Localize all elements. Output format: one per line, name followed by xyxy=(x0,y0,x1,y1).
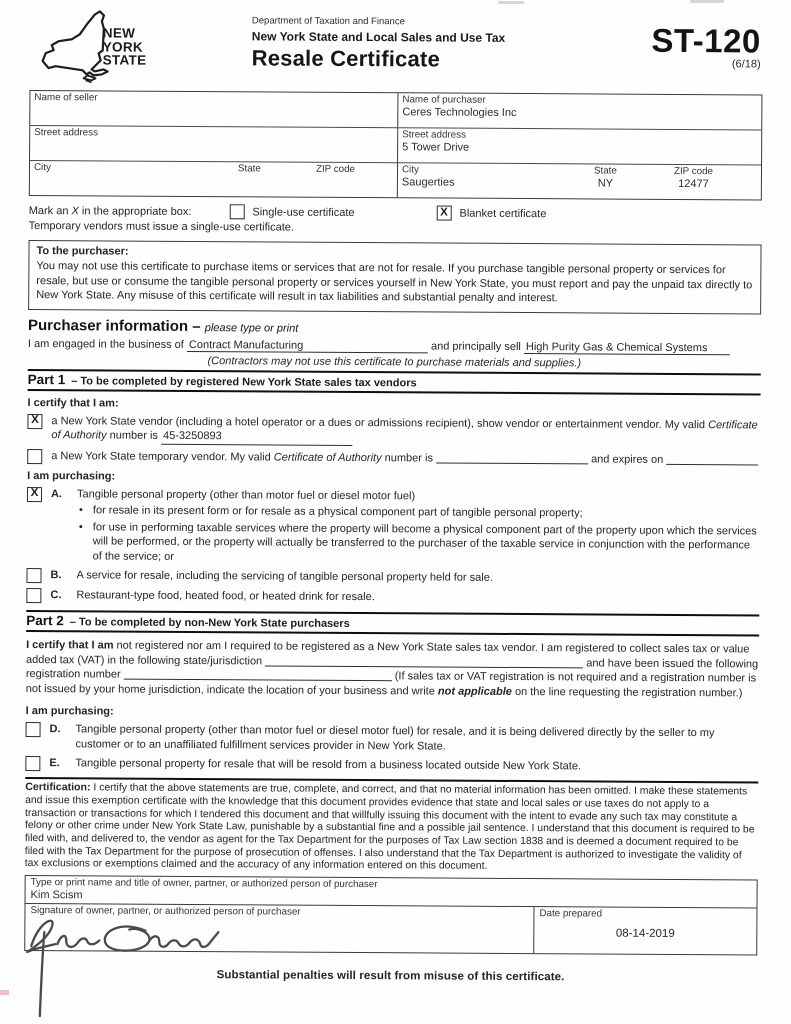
department-name: Department of Taxation and Finance xyxy=(251,15,405,28)
option-d xyxy=(25,722,758,756)
certificate-of-authority-number-field[interactable]: 45-3250893 xyxy=(161,429,352,446)
purchaser-city-value: Saugerties xyxy=(401,176,455,189)
form-revision: (6/18) xyxy=(731,58,761,71)
scan-artifact xyxy=(0,990,9,995)
printed-name-value: Kim Scism xyxy=(30,889,83,902)
signature-block xyxy=(24,875,757,955)
option-c-checkbox[interactable] xyxy=(26,588,41,603)
new-york-state-logo xyxy=(32,8,192,85)
certification-heading: Certification: xyxy=(25,781,91,794)
form-title: Resale Certificate xyxy=(251,45,440,72)
option-b-letter: B. xyxy=(50,569,62,582)
date-prepared-value: 08-14-2019 xyxy=(615,927,675,941)
handwritten-signature xyxy=(17,912,318,1024)
option-c-text: Restaurant-type food, heated food, or heated drink for resale. xyxy=(76,589,375,604)
purchaser-state-label: State xyxy=(593,165,617,177)
certification-paragraph: Certification: I certify that the above statements are true, complete, and correct, and that no material information has been omitted. I make these statements and issue this exemption certificate with the knowledge that this document provides evidence that state and local sales or use taxes do not apply to a transaction or transactions for which I tendered this document and that willfully issuing this document with the intent to evade any such tax may constitute a felony or other crime under New York State Law, punishable by a substantial fine and a possible jail sentence. I understand that this document is required to be filed with, and delivered to, the vendor as agent for the Tax Department for the purposes of Tax Law section 1838 and is deemed a document required to be filed with the Tax Department for the purpose of prosecution of offenses. I also understand that the Tax Department is authorized to investigate the validity of tax exclusions or exemptions claimed and the accuracy of any information entered on this document. xyxy=(25,777,759,875)
option-e-letter: E. xyxy=(49,757,60,770)
part2-certify-paragraph: I certify that I am not registered nor am I required to be registered as a New York State sales tax vendor. I am registered to collect sales tax or value added tax (VAT) in the following state/jurisdiction and have been issued the following registration number (If sales tax or VAT registration is not required and a registration number is not issued by your home jurisdiction, indicate the location of your business and write not applicable on the line requesting the registration number.) xyxy=(25,639,759,700)
purchaser-zip-label: ZIP code xyxy=(673,165,714,178)
logo-line: YORK xyxy=(102,38,144,55)
seller-name-field[interactable] xyxy=(30,91,397,128)
purchaser-street-label: Street address xyxy=(402,129,466,141)
bullet-icon: • xyxy=(78,504,83,517)
business-line xyxy=(28,338,761,355)
form-header xyxy=(29,4,762,90)
seller-column xyxy=(30,91,399,197)
party-info-table xyxy=(29,90,763,200)
purchaser-zip-value: 12477 xyxy=(678,177,709,191)
option-a-text: Tangible personal property (other than motor fuel or diesel motor fuel) xyxy=(76,487,416,502)
scan-artifact xyxy=(690,0,724,3)
signature-label: Signature of owner, partner, or authorized person of purchaser xyxy=(30,905,301,918)
purchaser-name-value: Ceres Technologies Inc xyxy=(402,106,517,119)
part1-subtitle: – To be completed by registered New York State sales tax vendors xyxy=(71,374,417,389)
purchaser-state-value: NY xyxy=(597,177,614,190)
temporary-vendor-checkbox[interactable] xyxy=(27,449,42,464)
logo-line: STATE xyxy=(102,52,147,68)
blanket-certificate-checkbox[interactable]: X xyxy=(436,205,451,220)
purchaser-name-field[interactable] xyxy=(398,93,761,130)
contractor-note: (Contractors may not use this certificate to purchase materials and supplies.) xyxy=(207,354,582,369)
registered-vendor-checkbox[interactable]: X xyxy=(27,414,42,429)
temp-coa-number-blank[interactable] xyxy=(436,451,588,464)
part1-certify-heading: I certify that I am: xyxy=(27,396,119,410)
logo-line: NEW xyxy=(102,25,136,41)
tax-type-line: New York State and Local Sales and Use Tax xyxy=(251,29,506,45)
option-e xyxy=(25,756,758,775)
option-c xyxy=(26,588,759,607)
business-value-field[interactable]: Contract Manufacturing xyxy=(187,339,428,353)
purchaser-city-state-zip-field[interactable] xyxy=(398,163,761,199)
part2-purchasing-heading: I am purchasing: xyxy=(25,705,114,718)
option-a-bullet-1: for resale in its present form or for resale as a physical component part of tangible personal property; xyxy=(92,504,583,520)
single-use-certificate-checkbox[interactable] xyxy=(229,204,244,219)
option-a-checkbox[interactable]: X xyxy=(27,487,42,502)
seller-street-field[interactable] xyxy=(30,126,397,163)
seller-name-label: Name of seller xyxy=(34,92,98,104)
purchaser-street-value: 5 Tower Drive xyxy=(402,141,470,154)
expiration-date-blank[interactable] xyxy=(666,452,758,465)
certificate-type-row xyxy=(29,203,762,222)
part1-heading-band xyxy=(28,369,761,395)
seller-street-label: Street address xyxy=(34,127,98,139)
state-jurisdiction-blank[interactable] xyxy=(265,654,583,668)
option-a xyxy=(27,487,760,568)
part2-heading-band xyxy=(26,610,759,636)
to-purchaser-box xyxy=(28,240,761,314)
part1-label: Part 1 xyxy=(27,371,66,387)
purchaser-name-label: Name of purchaser xyxy=(402,94,486,106)
mark-x-instruction: Mark an X in the appropriate box: xyxy=(28,204,192,218)
purchaser-city-label: City xyxy=(401,164,419,176)
to-purchaser-body: You may not use this certificate to purchase items or services that are not for resale. If you purchase tangible personal property or services for resale, but use or consume the tangible personal property or services yourself in New York State, you must report and pay the unpaid tax directly to New York State. Any misuse of this certificate will result in tax liabilities and substantial penalty and interest. xyxy=(36,260,753,305)
option-e-text: Tangible personal property for resale that will be resold from a business located outside New York State. xyxy=(75,757,582,773)
date-prepared-field[interactable] xyxy=(533,907,756,954)
date-prepared-label: Date prepared xyxy=(539,908,603,920)
option-b-text: A service for resale, including the servicing of tangible personal property held for sale. xyxy=(76,569,493,584)
option-a-bullet-2: for use in performing taxable services where the property will become a physical component part of the property upon which the services will be performed, or the property will actually be transferred to the purchaser of the taxable service in conjunction with the performance of the service; or xyxy=(92,521,757,563)
part1-purchasing-heading: I am purchasing: xyxy=(27,469,116,483)
penalties-warning: Substantial penalties will result from misuse of this certificate. xyxy=(216,969,565,984)
option-e-checkbox[interactable] xyxy=(25,756,40,771)
blanket-certificate-label: Blanket certificate xyxy=(459,207,547,220)
option-d-text: Tangible personal property (other than motor fuel or diesel motor fuel) for resale, and it is being delivered directly by the seller to my customer or to an unaffiliated fulfillment services provider in New York State. xyxy=(75,723,715,753)
to-purchaser-heading: To the purchaser: xyxy=(36,245,129,258)
option-b-checkbox[interactable] xyxy=(26,568,41,583)
part2-label: Part 2 xyxy=(26,613,64,629)
signature-field[interactable] xyxy=(25,904,533,953)
temporary-vendor-note: Temporary vendors must issue a single-use certificate. xyxy=(28,219,295,234)
option-c-letter: C. xyxy=(50,589,62,602)
single-use-certificate-label: Single-use certificate xyxy=(252,205,355,219)
printed-name-label: Type or print name and title of owner, partner, or authorized person of purchaser xyxy=(30,877,378,891)
bullet-icon: • xyxy=(78,520,83,533)
seller-city-label: City xyxy=(33,162,51,174)
seller-city-state-zip-field[interactable] xyxy=(30,161,397,197)
part2-subtitle: – To be completed by non-New York State purchasers xyxy=(69,616,350,631)
form-number: ST-120 xyxy=(651,21,761,60)
purchaser-information-heading: Purchaser information – please type or print xyxy=(27,316,299,335)
type-or-print-note: please type or print xyxy=(204,321,299,335)
seller-zip-label: ZIP code xyxy=(315,163,356,175)
temporary-vendor-option xyxy=(27,449,760,468)
sell-prefix: and principally sell xyxy=(427,339,524,353)
scan-artifact xyxy=(498,1,524,4)
purchaser-street-field[interactable] xyxy=(398,128,761,165)
option-d-letter: D. xyxy=(49,723,61,736)
option-d-checkbox[interactable] xyxy=(26,722,41,737)
temporary-vendor-text: a New York State temporary vendor. My valid Certificate of Authority number is and expires on xyxy=(51,449,760,468)
business-prefix: I am engaged in the business of xyxy=(27,337,187,351)
purchaser-column xyxy=(398,93,762,199)
vendor-option-text: a New York State vendor (including a hotel operator or a dues or admissions recipient), show vendor or entertainment vendor. My valid Certificate of Authority number is 45-3250893 xyxy=(51,414,760,448)
option-a-letter: A. xyxy=(50,487,63,500)
logo-wordmark xyxy=(103,26,147,67)
option-b xyxy=(26,568,759,587)
printed-name-field[interactable] xyxy=(26,876,757,908)
principally-sell-value-field[interactable]: High Purity Gas & Chemical Systems xyxy=(524,341,730,355)
registration-number-blank[interactable] xyxy=(124,668,392,682)
option-a-bullets xyxy=(76,487,760,568)
vendor-option xyxy=(27,414,760,449)
seller-state-label: State xyxy=(237,163,261,175)
